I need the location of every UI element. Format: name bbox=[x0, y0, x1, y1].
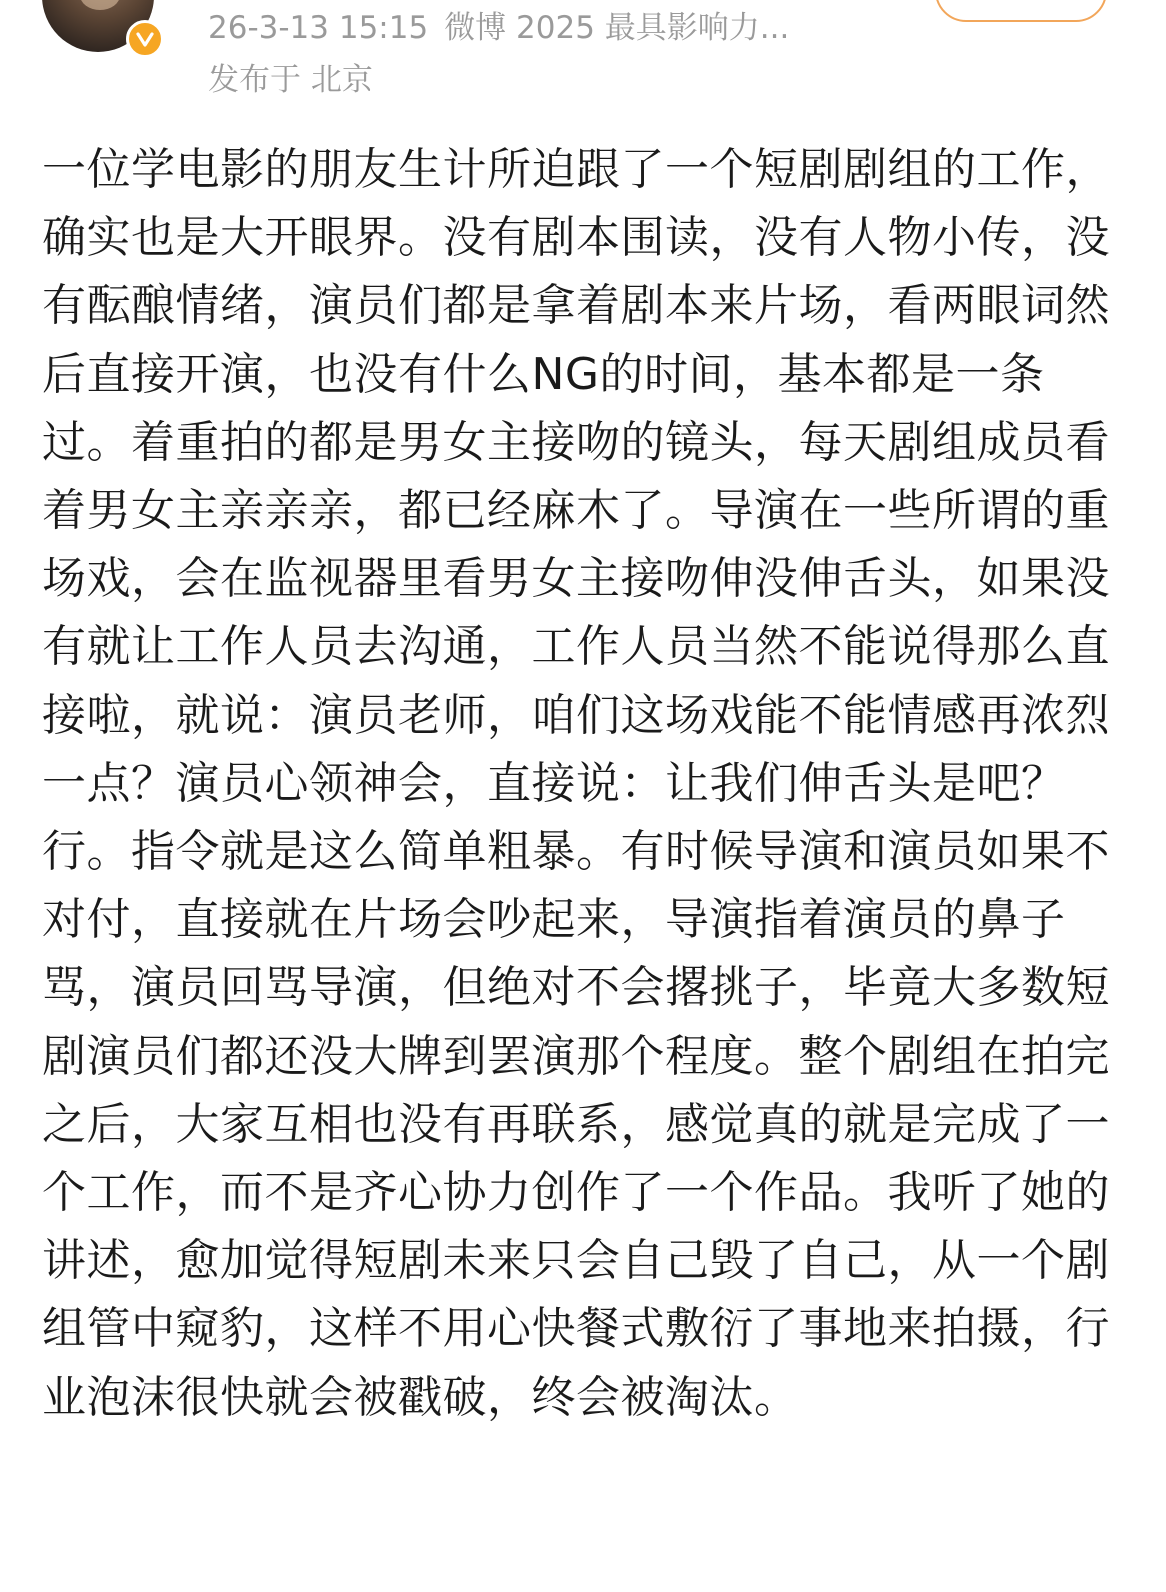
post-source[interactable]: 微博 2025 最具影响力... bbox=[444, 10, 790, 46]
post-body-text: 一位学电影的朋友生计所迫跟了一个短剧剧组的工作，确实也是大开眼界。没有剧本围读，没有人物小传，没有酝酿情绪，演员们都是拿着剧本来片场，看两眼词然后直接开演，也没有什么NG的时间，基本都是一条过。着重拍的都是男女主接吻的镜头，每天剧组成员看着男女主亲亲亲，都已经麻木了。导演在一些所谓的重场戏，会在监视器里看男女主接吻伸没伸舌头，如果没有就让工作人员去沟通，工作人员当然不能说得那么直接啦，就说：演员老师，咱们这场戏能不能情感再浓烈一点？演员心领神会，直接说：让我们伸舌头是吧？行。指令就是这么简单粗暴。有时候导演和演员如果不对付，直接就在片场会吵起来，导演指着演员的鼻子骂，演员回骂导演，但绝对不会撂挑子，毕竟大多数短剧演员们都还没大牌到罢演那个程度。整个剧组在拍完之后，大家互相也没有再联系，感觉真的就是完成了一个工作，而不是齐心协力创作了一个作品。我听了她的讲述，愈加觉得短剧未来只会自己毁了自己，从一个剧组管中窥豹，这样不用心快餐式敷衍了事地来拍摄，行业泡沫很快就会被戳破，终会被淘汰。 bbox=[42, 144, 1110, 1423]
post-meta bbox=[208, 8, 789, 48]
v-glyph-icon bbox=[134, 28, 156, 50]
avatar-photo bbox=[80, 0, 120, 10]
verified-v-icon bbox=[126, 20, 164, 58]
post-timestamp: 26-3-13 15:15 bbox=[208, 10, 429, 46]
post-header bbox=[0, 0, 1166, 110]
post-location: 发布于 北京 bbox=[208, 62, 373, 98]
follow-button[interactable] bbox=[935, 0, 1107, 22]
